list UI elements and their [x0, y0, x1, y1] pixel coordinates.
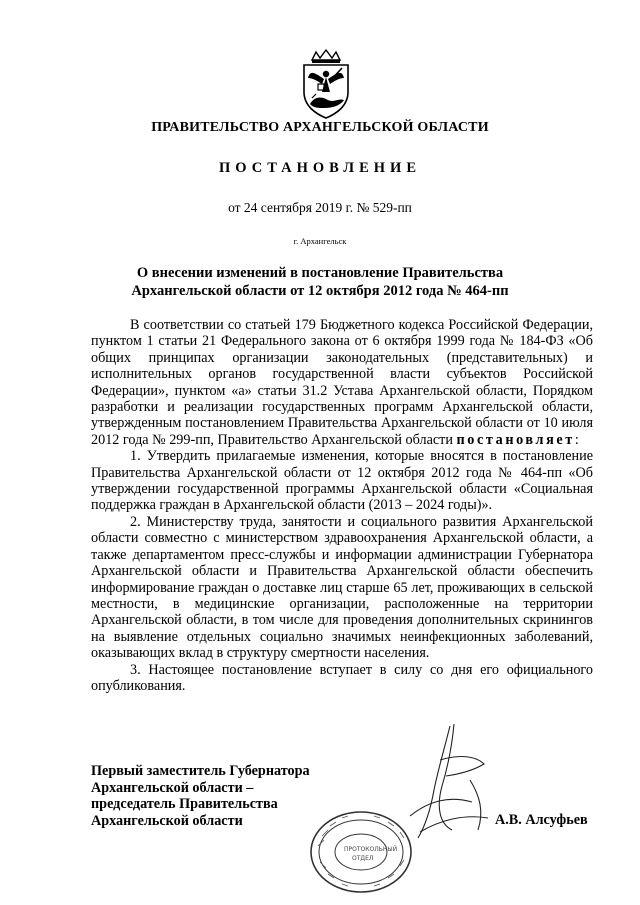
paragraph-1: 1. Утвердить прилагаемые изменения, которые вносятся в постановление Правительства Архангельской области от 12 октября 2012 года № 464-пп «Об утверждении государственной программы Архангельской области «Социальная поддержка граждан в Архангельской области (2013 – 2024 годы)». [91, 448, 593, 514]
paragraph-3: 3. Настоящее постановление вступает в силу со дня его официального опубликования. [91, 661, 593, 694]
coat-of-arms-emblem-icon [298, 48, 354, 120]
document-title [80, 264, 560, 300]
position-line-1: Первый заместитель Губернатора [91, 763, 310, 779]
stamp-text-top: ПРОТОКОЛЬНЫЙ [344, 846, 398, 853]
handwritten-signature-icon [380, 720, 530, 850]
stamp-text-bottom: ОТДЕЛ [352, 855, 374, 862]
position-line-3: председатель Правительства [91, 796, 278, 812]
title-line-1: О внесении изменений в постановление Правительства [136, 265, 504, 281]
signatory-position [91, 763, 310, 829]
position-line-2: Архангельской области – [91, 779, 254, 796]
document-date-number: от 24 сентября 2019 г. № 529-пп [228, 200, 412, 215]
paragraph-2: 2. Министерству труда, занятости и социального развития Архангельской области совместно с министерством здравоохранения Архангельской области, а также департаментом пресс-службы и информации администрации Губернатора Архангельской области и Правительства Архангельской области обеспечить информирование граждан о доставке лиц старше 65 лет, проживающих в сельской местности, в медицинские организации, расположенные на территории Архангельской области, в том числе для проведения дополнительных скринингов на выявление отдельных социально значимых неинфекционных заболеваний, оказывающих вклад в структуру смертности населения. [91, 513, 593, 662]
decree-colon: : [574, 431, 579, 448]
organization-name: ПРАВИТЕЛЬСТВО АРХАНГЕЛЬСКОЙ ОБЛАСТИ [151, 120, 489, 135]
document-city: г. Архангельск [293, 236, 347, 246]
preamble-text: В соответствии со статьей 179 Бюджетного кодекса Российской Федерации, пунктом 1 статьи 21 Федерального закона от 6 октября 1999 года № 184-ФЗ «Об общих принципах организации законодательных (представительных) и исполнительных органов государственной власти субъектов Российской Федерации», пунктом «а» статьи 31.2 Устава Архангельской области, Порядком разработки и реализации государственных программ Архангельской области, утвержденным постановлением Правительства Архангельской области от 10 июля 2012 года № 299-пп, Правительство Архангельской области [91, 317, 593, 448]
document-body [91, 317, 593, 694]
document-type: ПОСТАНОВЛЕНИЕ [218, 160, 421, 176]
signatory-name: А.В. Алсуфьев [495, 812, 588, 828]
decree-word: постановляет [456, 431, 575, 448]
title-line-2: Архангельской области от 12 октября 2012 года № 464-пп [131, 283, 509, 299]
preamble-paragraph [91, 317, 593, 448]
position-line-4: Архангельской области [91, 812, 243, 829]
